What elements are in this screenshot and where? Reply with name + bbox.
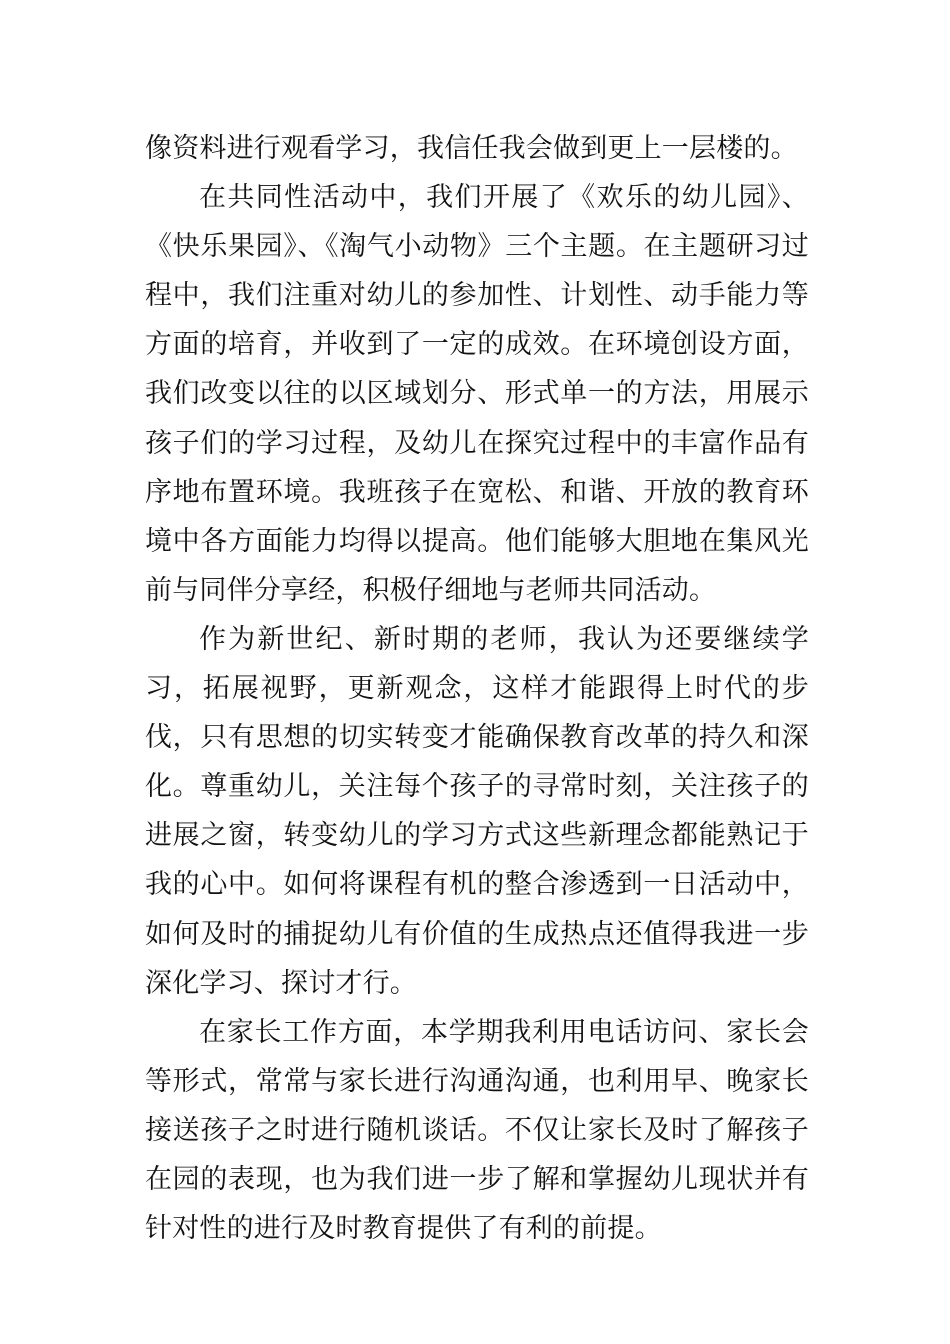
paragraph-parent-work: 在家长工作方面，本学期我利用电话访问、家长会等形式，常常与家长进行沟通沟通，也利用早、晚家长接送孩子之时进行随机谈话。不仅让家长及时了解孩子在园的表现，也为我们进一步了解和掌握幼儿现状并有针对性的进行及时教育提供了有利的前提。 — [145, 1016, 809, 1245]
document-body — [145, 124, 809, 1253]
paragraph-joint-activities: 在共同性活动中，我们开展了《欢乐的幼儿园》、《快乐果园》、《淘气小动物》三个主题。在主题研习过程中，我们注重对幼儿的参加性、计划性、动手能力等方面的培育，并收到了一定的成效。在环境创设方面，我们改变以往的以区域划分、形式单一的方法，用展示孩子们的学习过程，及幼儿在探究过程中的丰富作品有序地布置环境。我班孩子在宽松、和谐、开放的教育环境中各方面能力均得以提高。他们能够大胆地在集风光前与同伴分享经，积极仔细地与老师共同活动。 — [145, 182, 809, 606]
paragraph-continuation: 像资料进行观看学习，我信任我会做到更上一层楼的。 — [145, 133, 798, 164]
paragraph-teacher-learning: 作为新世纪、新时期的老师，我认为还要继续学习，拓展视野，更新观念，这样才能跟得上时代的步伐，只有思想的切实转变才能确保教育改革的持久和深化。尊重幼儿，关注每个孩子的寻常时刻，关注孩子的进展之窗，转变幼儿的学习方式这些新理念都能熟记于我的心中。如何将课程有机的整合渗透到一日活动中，如何及时的捕捉幼儿有价值的生成热点还值得我进一步深化学习、探讨才行。 — [145, 623, 809, 999]
